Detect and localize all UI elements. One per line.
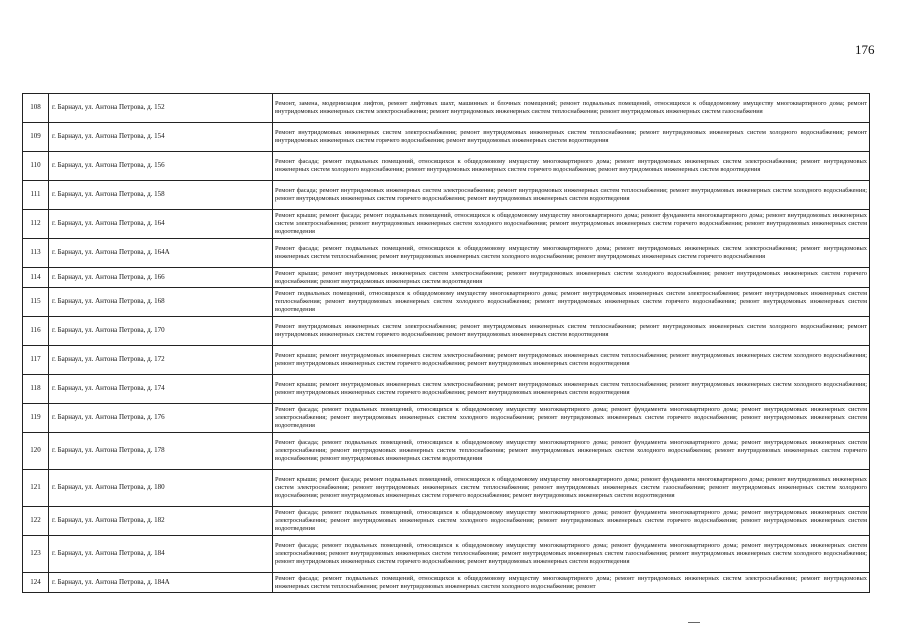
row-address: г. Барнаул, ул. Антона Петрова, д. 176 [49,404,273,433]
row-works: Ремонт фасада; ремонт подвальных помещений, относящихся к общедомовому имуществу многоквартирного дома; ремонт фундамента многоквартирного дома; ремонт внутридомовых инженерных систем электроснабжения; ремонт внутридомовых инженерных систем теплоснабжения; ремонт внутридомовых инженерных систем газоснабжения; ремонт внутридомовых инженерных систем холодного водоснабжения; ремонт внутридомовых инженерных систем горячего водоснабжения; ремонт внутридомовых инженерных систем водоотведения [273,536,870,573]
table-row [23,210,870,239]
page-number: 176 [855,42,875,57]
row-works: Ремонт подвальных помещений, относящихся к общедомовому имуществу многоквартирного дома; ремонт внутридомовых инженерных систем электроснабжения; ремонт внутридомовых инженерных систем теплоснабжения; ремонт внутридомовых инженерных систем холодного водоснабжения; ремонт внутридомовых инженерных систем горячего водоснабжения; ремонт внутридомовых инженерных систем водоотведения [273,288,870,317]
scan-mark [688,622,700,623]
row-address: г. Барнаул, ул. Антона Петрова, д. 168 [49,288,273,317]
table-row [23,507,870,536]
table-row [23,346,870,375]
row-address: г. Барнаул, ул. Антона Петрова, д. 152 [49,94,273,123]
row-address: г. Барнаул, ул. Антона Петрова, д. 174 [49,375,273,404]
row-number: 113 [23,239,49,268]
row-works: Ремонт крыши; ремонт фасада; ремонт подвальных помещений, относящихся к общедомовому имуществу многоквартирного дома; ремонт фундамента многоквартирного дома; ремонт внутридомовых инженерных систем электроснабжения; ремонт внутридомовых инженерных систем холодного водоснабжения; ремонт внутридомовых инженерных систем горячего водоснабжения; ремонт внутридомовых инженерных систем водоотведения [273,210,870,239]
row-works: Ремонт фасада; ремонт подвальных помещений, относящихся к общедомовому имуществу многоквартирного дома; ремонт внутридомовых инженерных систем электроснабжения; ремонт внутридомовых инженерных систем холодного водоснабжения; ремонт внутридомовых инженерных систем горячего водоснабжения; ремонт внутридомовых инженерных систем водоотведения [273,152,870,181]
row-address: г. Барнаул, ул. Антона Петрова, д. 178 [49,433,273,470]
row-address: г. Барнаул, ул. Антона Петрова, д. 182 [49,507,273,536]
table-row [23,239,870,268]
row-works: Ремонт внутридомовых инженерных систем электроснабжения; ремонт внутридомовых инженерных систем теплоснабжения; ремонт внутридомовых инженерных систем холодного водоснабжения; ремонт внутридомовых инженерных систем горячего водоснабжения; ремонт внутридомовых инженерных систем водоотведения [273,317,870,346]
table-row [23,536,870,573]
row-number: 116 [23,317,49,346]
repair-works-table [22,93,870,593]
row-address: г. Барнаул, ул. Антона Петрова, д. 170 [49,317,273,346]
table-row [23,433,870,470]
row-works: Ремонт фасада; ремонт подвальных помещений, относящихся к общедомовому имуществу многоквартирного дома; ремонт фундамента многоквартирного дома; ремонт внутридомовых инженерных систем электроснабжения; ремонт внутридомовых инженерных систем теплоснабжения; ремонт внутридомовых инженерных систем холодного водоснабжения; ремонт внутридомовых инженерных систем горячего водоснабжения; ремонт внутридомовых инженерных систем водоотведения [273,433,870,470]
table-row [23,573,870,593]
row-address: г. Барнаул, ул. Антона Петрова, д. 158 [49,181,273,210]
row-works: Ремонт фасада; ремонт подвальных помещений, относящихся к общедомовому имуществу многоквартирного дома; ремонт внутридомовых инженерных систем электроснабжения; ремонт внутридомовых инженерных систем теплоснабжения; ремонт внутридомовых инженерных систем холодного водоснабжения; ремонт внутридомовых инженерных систем горячего водоснабжения [273,239,870,268]
row-works: Ремонт крыши; ремонт внутридомовых инженерных систем электроснабжения; ремонт внутридомовых инженерных систем теплоснабжения; ремонт внутридомовых инженерных систем холодного водоснабжения; ремонт внутридомовых инженерных систем горячего водоснабжения; ремонт внутридомовых инженерных систем водоотведения [273,346,870,375]
table-row [23,94,870,123]
table-row [23,317,870,346]
row-works: Ремонт фасада; ремонт подвальных помещений, относящихся к общедомовому имуществу многоквартирного дома; ремонт фундамента многоквартирного дома; ремонт внутридомовых инженерных систем электроснабжения; ремонт внутридомовых инженерных систем холодного водоснабжения; ремонт внутридомовых инженерных систем горячего водоснабжения; ремонт внутридомовых инженерных систем водоотведения [273,507,870,536]
table-row [23,470,870,507]
row-number: 120 [23,433,49,470]
row-address: г. Барнаул, ул. Антона Петрова, д. 156 [49,152,273,181]
table-row [23,123,870,152]
table-row [23,152,870,181]
row-works: Ремонт, замена, модернизация лифтов, ремонт лифтовых шахт, машинных и блочных помещений; ремонт подвальных помещений, относящихся к общедомовому имуществу многоквартирного дома; ремонт внутридомовых инженерных систем электроснабжения; ремонт внутридомовых инженерных систем теплоснабжения; ремонт внутридомовых инженерных систем газоснабжения [273,94,870,123]
row-number: 118 [23,375,49,404]
row-number: 114 [23,268,49,288]
row-number: 117 [23,346,49,375]
row-address: г. Барнаул, ул. Антона Петрова, д. 180 [49,470,273,507]
row-number: 115 [23,288,49,317]
row-address: г. Барнаул, ул. Антона Петрова, д. 172 [49,346,273,375]
table-row [23,288,870,317]
row-address: г. Барнаул, ул. Антона Петрова, д. 164 [49,210,273,239]
row-number: 122 [23,507,49,536]
row-works: Ремонт крыши; ремонт фасада; ремонт подвальных помещений, относящихся к общедомовому имуществу многоквартирного дома; ремонт фундамента многоквартирного дома; ремонт внутридомовых инженерных систем электроснабжения; ремонт внутридомовых инженерных систем теплоснабжения; ремонт внутридомовых инженерных систем газоснабжения; ремонт внутридомовых инженерных систем холодного водоснабжения; ремонт внутридомовых инженерных систем горячего водоснабжения; ремонт внутридомовых инженерных систем водоотведения [273,470,870,507]
row-number: 124 [23,573,49,593]
row-works: Ремонт фасада; ремонт подвальных помещений, относящихся к общедомовому имуществу многоквартирного дома; ремонт внутридомовых инженерных систем электроснабжения; ремонт внутридомовых инженерных систем теплоснабжения; ремонт внутридомовых инженерных систем холодного водоснабжения; ремонт [273,573,870,593]
row-number: 110 [23,152,49,181]
table-row [23,181,870,210]
table-row [23,375,870,404]
table-row [23,404,870,433]
row-number: 109 [23,123,49,152]
row-works: Ремонт внутридомовых инженерных систем электроснабжения; ремонт внутридомовых инженерных систем теплоснабжения; ремонт внутридомовых инженерных систем холодного водоснабжения; ремонт внутридомовых инженерных систем горячего водоснабжения; ремонт внутридомовых инженерных систем водоотведения [273,123,870,152]
row-number: 119 [23,404,49,433]
row-works: Ремонт крыши; ремонт внутридомовых инженерных систем электроснабжения; ремонт внутридомовых инженерных систем холодного водоснабжения; ремонт внутридомовых инженерных систем горячего водоснабжения; ремонт внутридомовых инженерных систем водоотведения [273,268,870,288]
row-address: г. Барнаул, ул. Антона Петрова, д. 184А [49,573,273,593]
row-number: 111 [23,181,49,210]
row-works: Ремонт фасада; ремонт подвальных помещений, относящихся к общедомовому имуществу многоквартирного дома; ремонт фундамента многоквартирного дома; ремонт внутридомовых инженерных систем электроснабжения; ремонт внутридомовых инженерных систем холодного водоснабжения; ремонт внутридомовых инженерных систем горячего водоснабжения; ремонт внутридомовых инженерных систем водоотведения [273,404,870,433]
row-address: г. Барнаул, ул. Антона Петрова, д. 184 [49,536,273,573]
row-number: 121 [23,470,49,507]
row-number: 108 [23,94,49,123]
row-address: г. Барнаул, ул. Антона Петрова, д. 154 [49,123,273,152]
row-works: Ремонт крыши; ремонт внутридомовых инженерных систем электроснабжения; ремонт внутридомовых инженерных систем теплоснабжения; ремонт внутридомовых инженерных систем холодного водоснабжения; ремонт внутридомовых инженерных систем горячего водоснабжения; ремонт внутридомовых инженерных систем водоотведения [273,375,870,404]
row-number: 112 [23,210,49,239]
row-address: г. Барнаул, ул. Антона Петрова, д. 164А [49,239,273,268]
row-address: г. Барнаул, ул. Антона Петрова, д. 166 [49,268,273,288]
row-number: 123 [23,536,49,573]
row-works: Ремонт фасада; ремонт внутридомовых инженерных систем электроснабжения; ремонт внутридомовых инженерных систем теплоснабжения; ремонт внутридомовых инженерных систем холодного водоснабжения; ремонт внутридомовых инженерных систем горячего водоснабжения; ремонт внутридомовых инженерных систем водоотведения [273,181,870,210]
table-row [23,268,870,288]
